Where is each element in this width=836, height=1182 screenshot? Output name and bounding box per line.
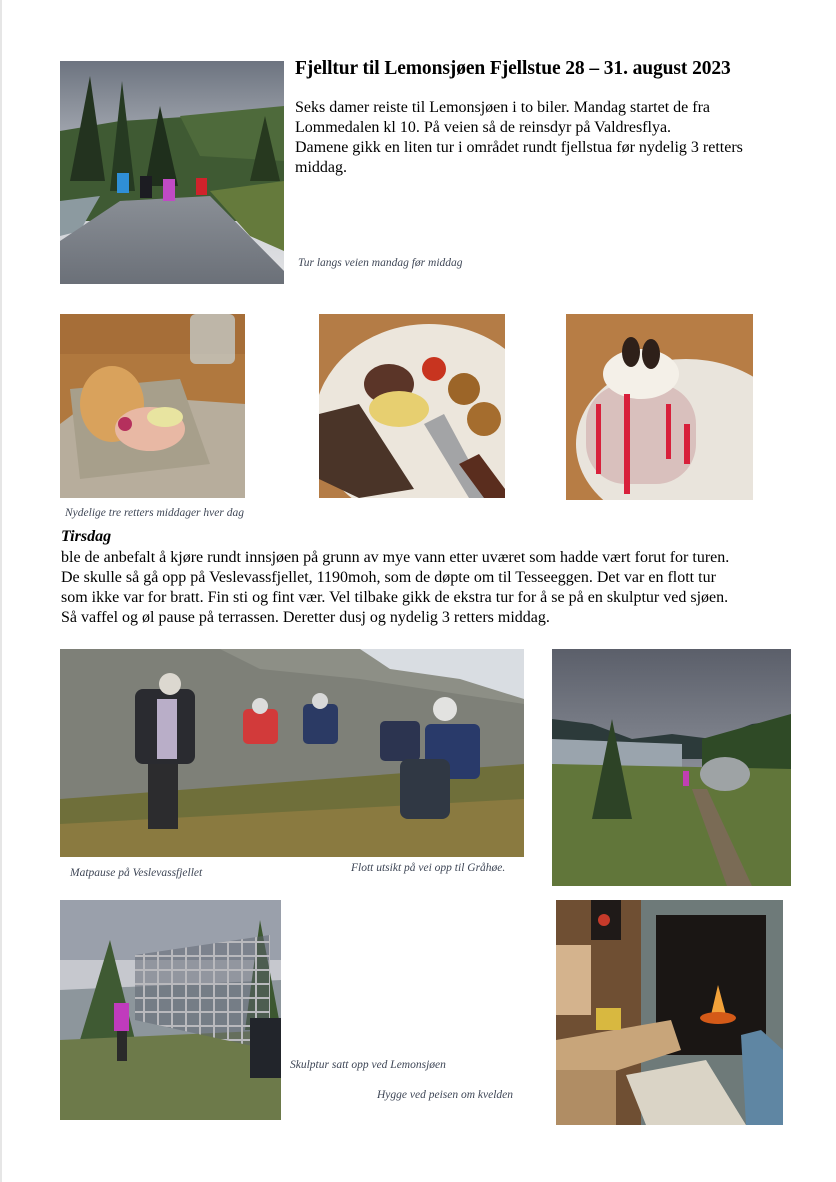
photo-dessert <box>566 314 753 500</box>
photo-sculpture <box>60 900 281 1120</box>
intro-line: Lommedalen kl 10. På veien så de reinsdyr på Valdresflya. <box>295 119 672 136</box>
caption-dinners: Nydelige tre retters middager hver dag <box>65 507 244 519</box>
intro-line: Seks damer reiste til Lemonsjøen i to biler. Mandag startet de fra <box>295 99 710 116</box>
tuesday-line: ble de anbefalt å kjøre rundt innsjøen på grunn av mye vann etter uværet som hadde vært forut for turen. <box>61 549 730 566</box>
photo-road-walk <box>60 61 284 284</box>
tuesday-line: Så vaffel og øl pause på terrassen. Deretter dusj og nydelig 3 retters middag. <box>61 609 550 626</box>
caption-view: Flott utsikt på vei opp til Gråhøe. <box>351 862 506 874</box>
caption-lunch-break: Matpause på Veslevassfjellet <box>70 867 203 879</box>
photo-lake-view <box>552 649 791 886</box>
page-edge <box>0 0 2 1182</box>
caption-road-walk: Tur langs veien mandag før middag <box>298 257 463 269</box>
photo-main-course <box>319 314 505 498</box>
tuesday-line: De skulle så gå opp på Veslevassfjellet, 1190moh, som de døpte om til Tesseeggen. Det var en flott tur <box>61 569 716 586</box>
photo-starter <box>60 314 245 498</box>
page-title: Fjelltur til Lemonsjøen Fjellstue 28 – 31. august 2023 <box>295 58 731 79</box>
photo-lunch-break <box>60 649 524 857</box>
caption-fireplace: Hygge ved peisen om kvelden <box>377 1089 514 1101</box>
caption-sculpture: Skulptur satt opp ved Lemonsjøen <box>290 1059 446 1071</box>
tuesday-line: som ikke var for bratt. Fin sti og fint vær. Vel tilbake gikk de ekstra tur for å se på en skulptur ved sjøen. <box>61 589 729 606</box>
intro-paragraph <box>295 98 765 178</box>
photo-fireplace <box>556 900 783 1125</box>
tuesday-heading: Tirsdag <box>61 528 112 545</box>
intro-line: Damene gikk en liten tur i området rundt fjellstua før nydelig 3 retters <box>295 139 743 156</box>
intro-line: middag. <box>295 159 347 176</box>
tuesday-paragraph <box>61 548 821 628</box>
